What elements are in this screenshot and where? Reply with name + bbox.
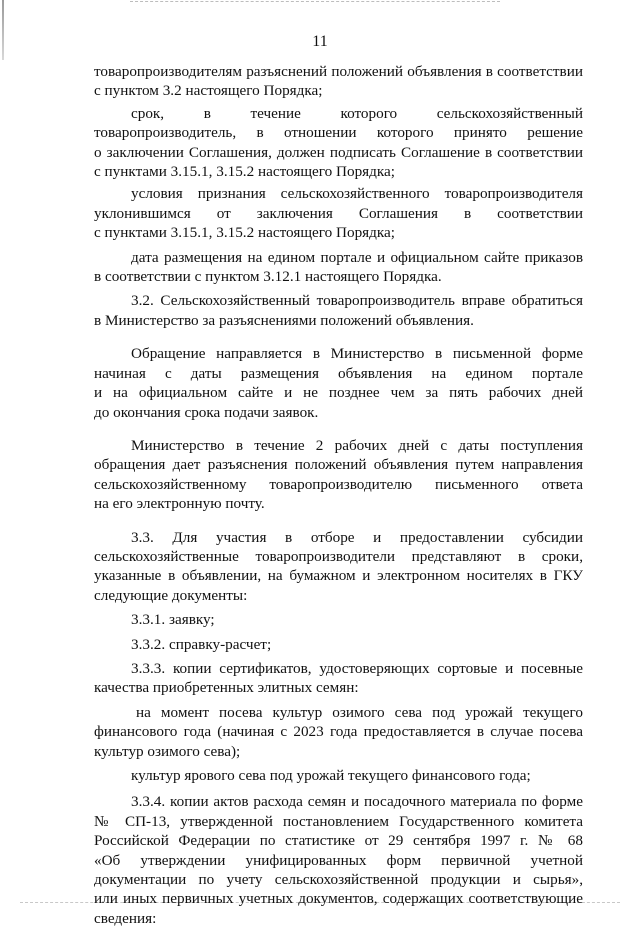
text-line: Министерство в течение 2 рабочих дней с даты поступления <box>131 436 583 454</box>
text-line: срок, в течение которого сельскохозяйственный <box>131 104 583 122</box>
text-line: с пунктом 3.2 настоящего Порядка; <box>94 82 323 100</box>
text-line: с пунктами 3.15.1, 3.15.2 настоящего Порядка; <box>94 163 395 181</box>
paragraph-3-3-1 <box>94 610 583 629</box>
text-line: на его электронную почту. <box>94 495 265 513</box>
text-line: «Об утверждении унифицированных форм первичной учетной <box>94 851 583 869</box>
paragraph-winter-sowing <box>94 703 583 761</box>
text-line: начиная с даты размещения объявления на едином портале <box>94 364 583 382</box>
text-line: качества приобретенных элитных семян: <box>94 679 359 697</box>
page-number: 11 <box>312 33 328 50</box>
text-line: культур ярового сева под урожай текущего финансового года; <box>131 767 531 784</box>
paragraph-evasion-conditions <box>94 184 583 242</box>
text-line: Обращение направляется в Министерство в письменной форме <box>131 345 583 363</box>
scan-edge-top <box>130 1 500 3</box>
text-line: обращения дает разъяснения положений объявления путем направления <box>94 456 583 474</box>
text-line: дата размещения на едином портале и официальном сайте приказов <box>131 248 583 266</box>
text-line: Российской Федерации по статистике от 29 сентября 1997 г. № 68 <box>94 832 583 850</box>
paragraph-explanations-term <box>94 62 583 101</box>
text-line: финансового года (начиная с 2023 года предоставляется в случае посева <box>94 723 583 741</box>
text-line: на момент посева культур озимого сева под урожай текущего <box>136 703 583 721</box>
text-line: 3.3.4. копии актов расхода семян и посадочного материала по форме <box>131 793 583 811</box>
paragraph-publication-date <box>94 248 583 287</box>
text-line: сельскохозяйственные товаропроизводители представляют в сроки, <box>94 547 583 565</box>
text-line: документации по учету сельскохозяйственной продукции и сырья», <box>94 871 583 889</box>
text-line: 3.3.3. копии сертификатов, удостоверяющих сортовые и посевные <box>131 659 583 677</box>
text-line: № СП-13, утвержденной постановлением Государственного комитета <box>94 812 583 830</box>
text-line: товаропроизводителям разъяснений положений объявления в соответствии <box>94 63 583 80</box>
text-line: с пунктами 3.15.1, 3.15.2 настоящего Порядка; <box>94 224 395 242</box>
text-line: до окончания срока подачи заявок. <box>94 403 319 421</box>
text-line: в соответствии с пунктом 3.12.1 настоящего Порядка. <box>94 268 442 286</box>
text-line: в Министерство за разъяснениями положений объявления. <box>94 311 474 329</box>
paragraph-3-3 <box>94 528 583 606</box>
paragraph-appeal-form <box>94 344 583 422</box>
text-line: 3.3.2. справку-расчет; <box>131 635 272 653</box>
paragraph-signing-term <box>94 104 583 182</box>
text-line: сельскохозяйственному товаропроизводителю письменного ответа <box>94 475 583 493</box>
document-body <box>94 62 583 928</box>
text-line: уклонившимся от заключения Соглашения в соответствии <box>94 204 583 222</box>
text-line: и на официальном сайте и не позднее чем за пять рабочих дней <box>94 384 583 402</box>
paragraph-3-3-2 <box>94 635 583 654</box>
text-line: 3.3.1. заявку; <box>131 611 215 629</box>
text-line: товаропроизводитель, в отношении которого принято решение <box>94 124 583 142</box>
text-line: сведения: <box>94 909 157 927</box>
paragraph-3-3-3 <box>94 659 583 698</box>
text-line: или иных первичных учетных документов, содержащих соответствующие <box>94 890 583 908</box>
paragraph-spring-sowing <box>94 766 583 785</box>
text-line: о заключении Соглашения, должен подписать Соглашение в соответствии <box>94 143 583 161</box>
paragraph-ministry-response <box>94 436 583 514</box>
text-line: 3.2. Сельскохозяйственный товаропроизводитель вправе обратиться <box>131 292 583 310</box>
text-line: следующие документы: <box>94 586 248 604</box>
text-line: указанные в объявлении, на бумажном и электронном носителях в ГКУ <box>94 567 583 585</box>
scan-edge-left <box>2 0 4 60</box>
text-line: культур озимого сева); <box>94 742 241 760</box>
paragraph-3-3-4 <box>94 792 583 928</box>
text-line: условия признания сельскохозяйственного товаропроизводителя <box>131 185 583 203</box>
paragraph-3-2 <box>94 291 583 330</box>
text-line: 3.3. Для участия в отборе и предоставлении субсидии <box>131 528 583 546</box>
